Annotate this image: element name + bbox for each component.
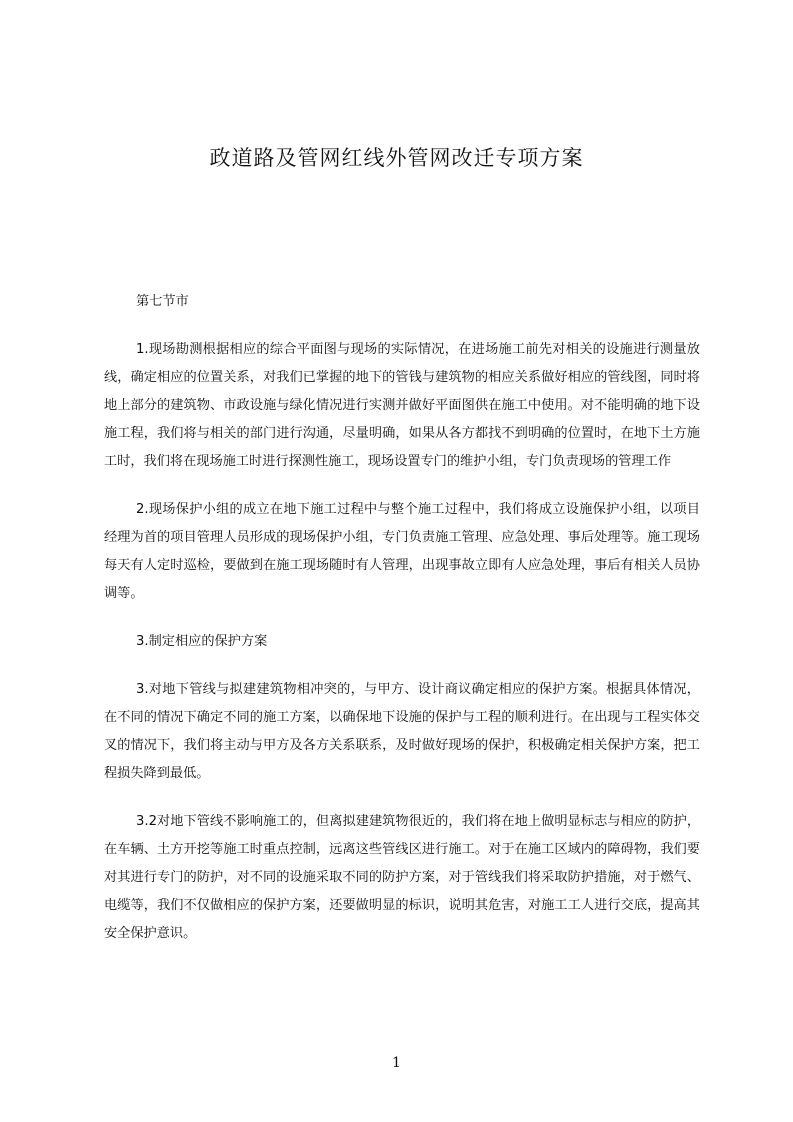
spacer <box>104 608 700 628</box>
document-title: 政道路及管网红线外管网改迁专项方案 <box>209 146 584 170</box>
spacer <box>104 476 700 496</box>
paragraph-1 <box>104 336 700 476</box>
paragraph-4 <box>104 676 700 788</box>
spacer <box>104 788 700 808</box>
paragraph-3-text: 3.制定相应的保护方案 <box>136 634 268 649</box>
spacer <box>104 656 700 676</box>
paragraph-5-text: 3.2对地下管线不影响施工的，但离拟建建筑物很近的，我们将在地上做明显标志与相应的防护，在车辆、土方开挖等施工时重点控制，远离这些管线区进行施工。对于在施工区域内的障碍物，我们要对其进行专门的防护，对不同的设施采取不同的防护方案，对于管线我们将采取防护措施，对于燃气、电缆等，我们不仅做相应的保护方案，还要做明显的标识，说明其危害，对施工工人进行交底，提高其安全保护意识。 <box>104 814 700 941</box>
spacer <box>104 316 700 336</box>
paragraph-2-text: 2.现场保护小组的成立在地下施工过程中与整个施工过程中，我们将成立设施保护小组，以项目经理为首的项目管理人员形成的现场保护小组，专门负责施工管理、应急处理、事后处理等。施工现场每天有人定时巡检，要做到在施工现场随时有人管理，出现事故立即有人应急处理，事后有相关人员协调等。 <box>104 502 700 601</box>
document-body <box>104 288 700 948</box>
section-heading: 第七节市 <box>136 294 189 309</box>
paragraph-3 <box>104 628 700 656</box>
paragraph-2 <box>104 496 700 608</box>
paragraph-1-text: 1.现场勘测根据相应的综合平面图与现场的实际情况，在进场施工前先对相关的设施进行测量放线，确定相应的位置关系，对我们已掌握的地下的管钱与建筑物的相应关系做好相应的管线图，同时将地上部分的建筑物、市政设施与绿化情况进行实测并做好平面图供在施工中使用。对不能明确的地下设施工程，我们将与相关的部门进行沟通，尽量明确，如果从各方都找不到明确的位置时，在地下土方施工时，我们将在现场施工时进行探测性施工，现场设置专门的维护小组，专门负责现场的管理工作 <box>104 342 700 469</box>
paragraph-5 <box>104 808 700 948</box>
page-number: 1 <box>392 1055 401 1071</box>
paragraph-4-text: 3.对地下管线与拟建建筑物相冲突的，与甲方、设计商议确定相应的保护方案。根据具体情况，在不同的情况下确定不同的施工方案，以确保地下设施的保护与工程的顺利进行。在出现与工程实体交叉的情况下，我们将主动与甲方及各方关系联系，及时做好现场的保护，积极确定相关保护方案，把工程损失降到最低。 <box>104 682 700 781</box>
